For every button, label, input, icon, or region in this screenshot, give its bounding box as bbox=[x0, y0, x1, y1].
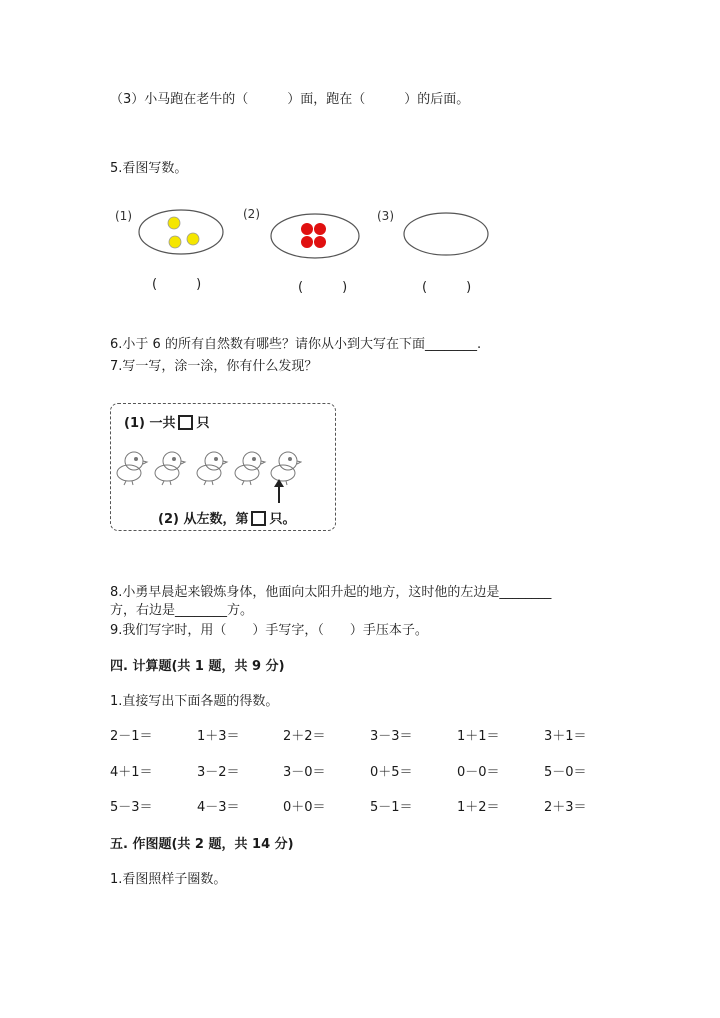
figure-label-1: (1) bbox=[115, 209, 132, 223]
calc-item: 1＋2＝ bbox=[457, 800, 500, 815]
calc-instruction: 1.直接写出下面各题的得数。 bbox=[110, 694, 279, 709]
calc-item: 3＋1＝ bbox=[544, 729, 587, 744]
question-6: 6.小于 6 的所有自然数有哪些？请你从小到大写在下面________. bbox=[110, 337, 482, 352]
calc-item: 5－1＝ bbox=[370, 800, 413, 815]
red-dot bbox=[301, 223, 313, 235]
yellow-dot bbox=[187, 233, 199, 245]
chick-question-1 bbox=[124, 412, 209, 431]
calc-item: 0＋5＝ bbox=[370, 765, 413, 780]
yellow-dot bbox=[169, 236, 181, 248]
calc-item: 2＋2＝ bbox=[283, 729, 326, 744]
red-dot bbox=[314, 236, 326, 248]
calc-item: 0＋0＝ bbox=[283, 800, 326, 815]
calc-item: 4－3＝ bbox=[197, 800, 240, 815]
section-5-heading: 五. 作图题(共 2 题，共 14 分) bbox=[110, 837, 294, 852]
answer-blank-2: ( ) bbox=[298, 280, 348, 295]
question-9: 9.我们写字时，用（ ）手写字，（ ）手压本子。 bbox=[110, 623, 428, 638]
calc-item: 3－2＝ bbox=[197, 765, 240, 780]
answer-blank-1: ( ) bbox=[152, 277, 202, 292]
calc-item: 5－0＝ bbox=[544, 765, 587, 780]
calc-item: 4＋1＝ bbox=[110, 765, 153, 780]
calc-item: 2－1＝ bbox=[110, 729, 153, 744]
ellipse-2 bbox=[271, 214, 359, 258]
calc-item: 3－0＝ bbox=[283, 765, 326, 780]
chick-icon bbox=[197, 452, 227, 485]
chick-question-2 bbox=[158, 508, 295, 527]
chick-q1-suffix: 只 bbox=[196, 416, 210, 431]
calc-item: 2＋3＝ bbox=[544, 800, 587, 815]
question-3-line: （3）小马跑在老牛的（ ）面，跑在（ ）的后面。 bbox=[110, 92, 470, 107]
calc-item: 1＋3＝ bbox=[197, 729, 240, 744]
figure-label-2: (2) bbox=[243, 207, 260, 221]
ellipse-1 bbox=[139, 210, 223, 254]
question-7-title: 7.写一写，涂一涂，你有什么发现？ bbox=[110, 359, 318, 374]
section-4-heading: 四. 计算题(共 1 题，共 9 分) bbox=[110, 659, 285, 674]
ellipse-3 bbox=[404, 213, 488, 255]
chick-icon bbox=[117, 452, 147, 485]
draw-instruction: 1.看图照样子圈数。 bbox=[110, 872, 227, 887]
chick-icon bbox=[155, 452, 185, 485]
answer-square-2 bbox=[251, 511, 266, 526]
calc-item: 0－0＝ bbox=[457, 765, 500, 780]
red-dot bbox=[301, 236, 313, 248]
up-arrow-icon bbox=[272, 478, 286, 504]
question-8-line-2: 方，右边是________方。 bbox=[110, 603, 254, 618]
ellipse-figures bbox=[105, 200, 505, 270]
chick-q2-prefix: (2) 从左数，第 bbox=[158, 512, 249, 527]
calc-item: 3－3＝ bbox=[370, 729, 413, 744]
answer-square-1 bbox=[178, 415, 193, 430]
question-5-title: 5.看图写数。 bbox=[110, 161, 188, 176]
chick-q2-suffix: 只。 bbox=[269, 512, 296, 527]
question-8-line-1: 8.小勇早晨起来锻炼身体，他面向太阳升起的地方，这时他的左边是________ bbox=[110, 585, 552, 600]
answer-blank-3: ( ) bbox=[422, 280, 472, 295]
yellow-dot bbox=[168, 217, 180, 229]
chick-icon bbox=[235, 452, 265, 485]
red-dot bbox=[314, 223, 326, 235]
figure-label-3: (3) bbox=[377, 209, 394, 223]
calc-item: 1＋1＝ bbox=[457, 729, 500, 744]
chick-q1-prefix: (1) 一共 bbox=[124, 416, 176, 431]
calc-item: 5－3＝ bbox=[110, 800, 153, 815]
